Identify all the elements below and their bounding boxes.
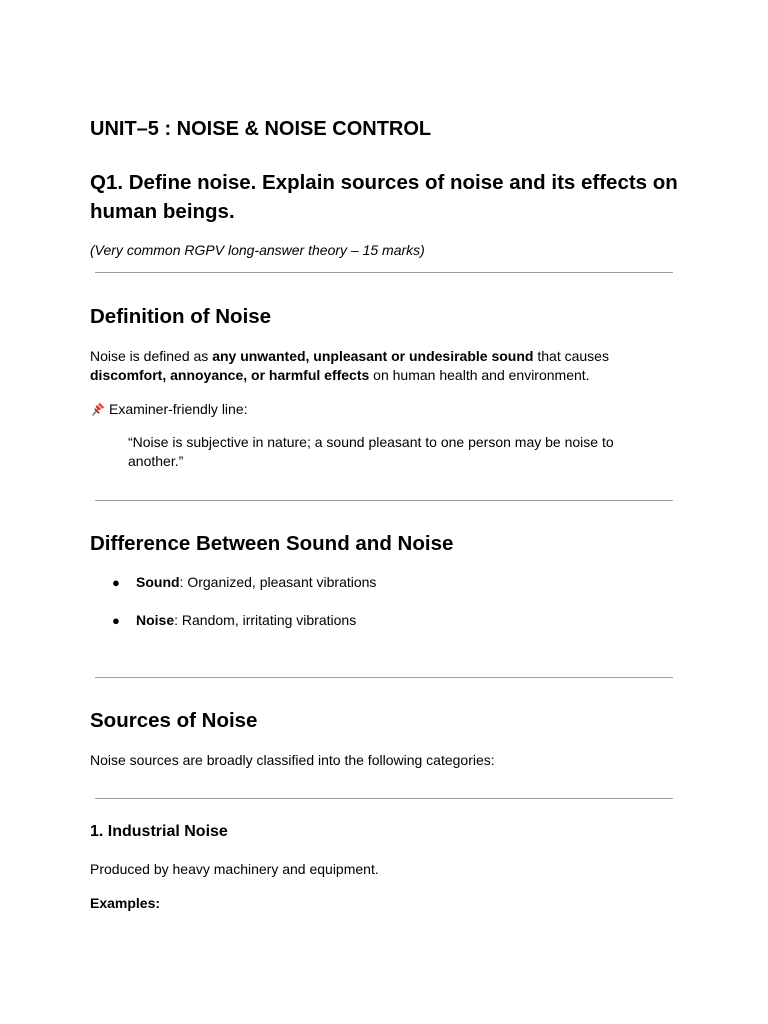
list-item-term: Sound	[136, 574, 180, 590]
unit-title: UNIT–5 : NOISE & NOISE CONTROL	[90, 118, 432, 140]
pushpin-icon	[90, 401, 106, 417]
examiner-quote: “Noise is subjective in nature; a sound pleasant to one person may be noise to another.”	[128, 434, 614, 469]
divider	[95, 677, 673, 678]
definition-heading: Definition of Noise	[90, 305, 272, 328]
definition-bold-2: discomfort, annoyance, or harmful effects	[90, 367, 370, 383]
list-item	[136, 612, 356, 628]
examples-label: Examples:	[90, 895, 161, 911]
list-item-desc: : Organized, pleasant vibrations	[179, 574, 377, 590]
list-item	[136, 574, 376, 590]
definition-bold-1: any unwanted, unpleasant or undesirable sound	[212, 348, 534, 364]
definition-text: that causes	[533, 348, 609, 364]
difference-heading: Difference Between Sound and Noise	[90, 532, 454, 555]
question-title: Q1. Define noise. Explain sources of noise and its effects on human beings.	[90, 171, 678, 223]
divider	[95, 500, 673, 501]
definition-text: Noise is defined as	[90, 348, 213, 364]
bullet-icon: ●	[112, 575, 120, 590]
divider	[95, 798, 673, 799]
definition-text: on human health and environment.	[369, 367, 590, 383]
definition-paragraph	[90, 347, 680, 385]
divider	[95, 272, 673, 273]
industrial-heading: 1. Industrial Noise	[90, 823, 228, 840]
industrial-text: Produced by heavy machinery and equipment.	[90, 861, 379, 877]
question-note: (Very common RGPV long-answer theory – 15 marks)	[90, 242, 425, 258]
sources-intro: Noise sources are broadly classified into the following categories:	[90, 752, 495, 768]
examiner-line	[90, 400, 680, 419]
examiner-label: Examiner-friendly line:	[109, 401, 248, 417]
list-item-desc: : Random, irritating vibrations	[174, 612, 357, 628]
bullet-icon: ●	[112, 613, 120, 628]
list-item-term: Noise	[136, 612, 175, 628]
sources-heading: Sources of Noise	[90, 709, 258, 732]
